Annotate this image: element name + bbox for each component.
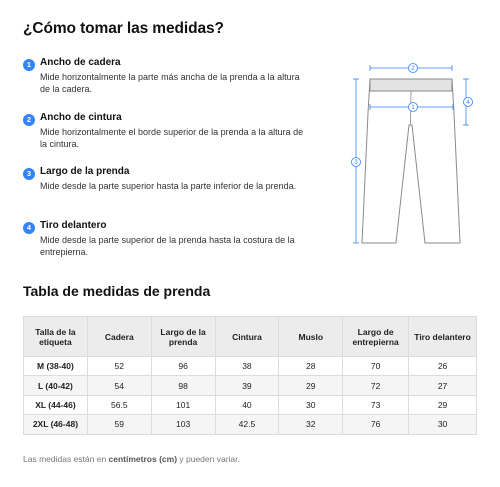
- marker-2-label: 2: [411, 66, 415, 73]
- size-label: L (40-42): [24, 376, 88, 395]
- table-cell: 56.5: [87, 395, 151, 414]
- table-row: [24, 376, 477, 395]
- table-cell: 59: [87, 415, 151, 434]
- column-header: Cintura: [215, 317, 279, 357]
- marker-1-label: 1: [411, 105, 415, 112]
- table-cell: 54: [87, 376, 151, 395]
- table-cell: 28: [279, 357, 343, 376]
- step-description: Mide horizontalmente la parte más ancha de la prenda a la altura de la cadera.: [40, 72, 300, 94]
- table-cell: 103: [151, 415, 215, 434]
- table-cell: 42.5: [215, 415, 279, 434]
- marker-3-label: 3: [354, 160, 358, 167]
- column-header: Largo de entrepierna: [343, 317, 409, 357]
- column-header: Cadera: [87, 317, 151, 357]
- table-cell: 27: [409, 376, 477, 395]
- column-header: Tiro delantero: [409, 317, 477, 357]
- table-cell: 26: [409, 357, 477, 376]
- size-table: [23, 316, 477, 435]
- column-header: Muslo: [279, 317, 343, 357]
- table-row: [24, 357, 477, 376]
- footnote-text-end: y pueden variar.: [177, 454, 240, 464]
- step-number: 3: [23, 168, 35, 180]
- footnote-text: Las medidas están en: [23, 454, 109, 464]
- step-description: Mide desde la parte superior de la prenda hasta la costura de la entrepierna.: [40, 235, 295, 257]
- step-title: Ancho de cadera: [40, 57, 121, 68]
- page-title: ¿Cómo tomar las medidas?: [23, 20, 224, 37]
- step-title: Largo de la prenda: [40, 166, 130, 177]
- size-label: 2XL (46-48): [24, 415, 88, 434]
- table-cell: 40: [215, 395, 279, 414]
- pants-diagram: [340, 55, 480, 255]
- table-cell: 32: [279, 415, 343, 434]
- step-number: 1: [23, 59, 35, 71]
- table-cell: 52: [87, 357, 151, 376]
- table-cell: 29: [279, 376, 343, 395]
- table-cell: 29: [409, 395, 477, 414]
- table-header-row: [24, 317, 477, 357]
- table-cell: 38: [215, 357, 279, 376]
- step-title: Tiro delantero: [40, 220, 107, 231]
- size-label: M (38-40): [24, 357, 88, 376]
- table-cell: 98: [151, 376, 215, 395]
- table-cell: 73: [343, 395, 409, 414]
- table-cell: 96: [151, 357, 215, 376]
- table-cell: 70: [343, 357, 409, 376]
- step-number: 4: [23, 222, 35, 234]
- column-header: Largo de la prenda: [151, 317, 215, 357]
- table-cell: 76: [343, 415, 409, 434]
- step-title: Ancho de cintura: [40, 112, 122, 123]
- step-description: Mide horizontalmente el borde superior de la prenda a la altura de la cintura.: [40, 127, 304, 149]
- step-description: Mide desde la parte superior hasta la parte inferior de la prenda.: [40, 181, 297, 191]
- table-cell: 72: [343, 376, 409, 395]
- table-cell: 30: [409, 415, 477, 434]
- column-header: Talla de la etiqueta: [24, 317, 88, 357]
- size-label: XL (44-46): [24, 395, 88, 414]
- waistband: [370, 79, 452, 91]
- table-cell: 39: [215, 376, 279, 395]
- size-table-title: Tabla de medidas de prenda: [23, 283, 211, 299]
- table-row: [24, 395, 477, 414]
- step-number: 2: [23, 114, 35, 126]
- footnote-unit: centímetros (cm): [108, 454, 178, 464]
- table-row: [24, 415, 477, 434]
- table-cell: 101: [151, 395, 215, 414]
- footnote: [23, 454, 240, 464]
- table-cell: 30: [279, 395, 343, 414]
- marker-4-label: 4: [466, 100, 470, 107]
